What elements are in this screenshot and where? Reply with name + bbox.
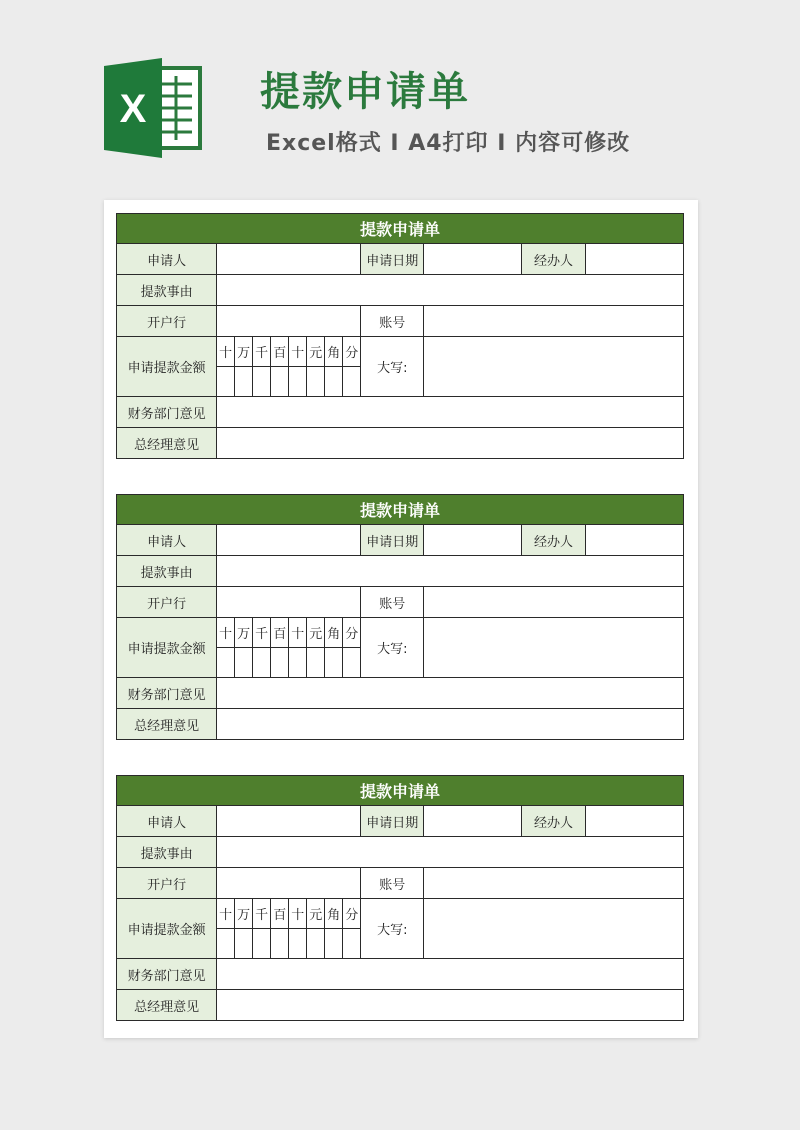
digit-cell[interactable]	[217, 648, 235, 678]
finance-label: 财务部门意见	[117, 397, 217, 428]
digit-header: 分	[343, 899, 361, 929]
reason-field[interactable]	[217, 275, 684, 306]
digit-header: 千	[253, 899, 271, 929]
page-title: 提款申请单	[260, 69, 470, 115]
digit-header: 百	[271, 899, 289, 929]
account-label: 账号	[361, 868, 424, 899]
digit-header: 百	[271, 337, 289, 367]
digit-header: 千	[253, 337, 271, 367]
digit-cell[interactable]	[217, 929, 235, 959]
reason-label: 提款事由	[117, 837, 217, 868]
apply-date-field[interactable]	[424, 525, 522, 556]
gm-label: 总经理意见	[117, 709, 217, 740]
gm-label: 总经理意见	[117, 428, 217, 459]
digit-cell[interactable]	[343, 367, 361, 397]
digit-header: 十	[289, 899, 307, 929]
digit-header: 百	[271, 618, 289, 648]
apply-date-label: 申请日期	[361, 525, 424, 556]
withdrawal-form-3	[116, 775, 684, 1021]
finance-field[interactable]	[217, 397, 684, 428]
digit-cell[interactable]	[217, 367, 235, 397]
uppercase-field[interactable]	[424, 337, 684, 397]
handler-field[interactable]	[585, 244, 683, 275]
form-table	[116, 494, 684, 740]
form-table	[116, 213, 684, 459]
gm-field[interactable]	[217, 709, 684, 740]
amount-label: 申请提款金额	[117, 618, 217, 678]
digit-cell[interactable]	[325, 367, 343, 397]
digit-header: 元	[307, 337, 325, 367]
digit-cell[interactable]	[235, 367, 253, 397]
finance-label: 财务部门意见	[117, 678, 217, 709]
digit-header: 十	[217, 899, 235, 929]
logo-letter: X	[119, 87, 147, 131]
form-title: 提款申请单	[117, 495, 684, 525]
digit-cell[interactable]	[253, 929, 271, 959]
bank-field[interactable]	[217, 587, 361, 618]
digit-cell[interactable]	[253, 367, 271, 397]
withdrawal-form-1	[116, 213, 684, 459]
account-field[interactable]	[424, 868, 684, 899]
digit-header: 分	[343, 618, 361, 648]
digit-header: 角	[325, 618, 343, 648]
digit-header: 十	[289, 337, 307, 367]
account-field[interactable]	[424, 306, 684, 337]
bank-field[interactable]	[217, 868, 361, 899]
digit-header: 万	[235, 899, 253, 929]
withdrawal-form-2	[116, 494, 684, 740]
digit-header: 十	[289, 618, 307, 648]
apply-date-label: 申请日期	[361, 806, 424, 837]
uppercase-field[interactable]	[424, 618, 684, 678]
handler-field[interactable]	[585, 525, 683, 556]
digit-header: 角	[325, 337, 343, 367]
digit-cell[interactable]	[271, 929, 289, 959]
digit-header: 元	[307, 618, 325, 648]
digit-cell[interactable]	[289, 648, 307, 678]
applicant-field[interactable]	[217, 244, 361, 275]
finance-field[interactable]	[217, 959, 684, 990]
digit-cell[interactable]	[343, 929, 361, 959]
gm-field[interactable]	[217, 990, 684, 1021]
reason-label: 提款事由	[117, 556, 217, 587]
amount-label: 申请提款金额	[117, 899, 217, 959]
digit-cell[interactable]	[271, 367, 289, 397]
applicant-label: 申请人	[117, 806, 217, 837]
applicant-label: 申请人	[117, 525, 217, 556]
apply-date-field[interactable]	[424, 244, 522, 275]
digit-header: 十	[217, 618, 235, 648]
digit-header: 十	[217, 337, 235, 367]
digit-cell[interactable]	[307, 648, 325, 678]
uppercase-label: 大写:	[361, 899, 424, 959]
handler-label: 经办人	[522, 806, 585, 837]
gm-field[interactable]	[217, 428, 684, 459]
digit-header: 万	[235, 337, 253, 367]
bank-label: 开户行	[117, 868, 217, 899]
finance-label: 财务部门意见	[117, 959, 217, 990]
digit-cell[interactable]	[289, 929, 307, 959]
excel-logo-icon	[104, 58, 204, 158]
digit-header: 万	[235, 618, 253, 648]
handler-label: 经办人	[522, 244, 585, 275]
uppercase-label: 大写:	[361, 618, 424, 678]
account-label: 账号	[361, 587, 424, 618]
digit-cell[interactable]	[343, 648, 361, 678]
handler-field[interactable]	[585, 806, 683, 837]
handler-label: 经办人	[522, 525, 585, 556]
account-field[interactable]	[424, 587, 684, 618]
digit-cell[interactable]	[307, 367, 325, 397]
form-title: 提款申请单	[117, 214, 684, 244]
form-table	[116, 775, 684, 1021]
applicant-field[interactable]	[217, 806, 361, 837]
finance-field[interactable]	[217, 678, 684, 709]
gm-label: 总经理意见	[117, 990, 217, 1021]
form-title: 提款申请单	[117, 776, 684, 806]
page-subtitle: Excel格式 I A4打印 I 内容可修改	[266, 131, 631, 156]
apply-date-label: 申请日期	[361, 244, 424, 275]
digit-header: 千	[253, 618, 271, 648]
applicant-field[interactable]	[217, 525, 361, 556]
applicant-label: 申请人	[117, 244, 217, 275]
uppercase-label: 大写:	[361, 337, 424, 397]
digit-cell[interactable]	[325, 929, 343, 959]
account-label: 账号	[361, 306, 424, 337]
bank-field[interactable]	[217, 306, 361, 337]
digit-header: 元	[307, 899, 325, 929]
apply-date-field[interactable]	[424, 806, 522, 837]
reason-label: 提款事由	[117, 275, 217, 306]
reason-field[interactable]	[217, 837, 684, 868]
digit-header: 角	[325, 899, 343, 929]
reason-field[interactable]	[217, 556, 684, 587]
digit-header: 分	[343, 337, 361, 367]
amount-label: 申请提款金额	[117, 337, 217, 397]
bank-label: 开户行	[117, 587, 217, 618]
digit-cell[interactable]	[307, 929, 325, 959]
digit-cell[interactable]	[253, 648, 271, 678]
digit-cell[interactable]	[235, 648, 253, 678]
digit-cell[interactable]	[271, 648, 289, 678]
digit-cell[interactable]	[235, 929, 253, 959]
digit-cell[interactable]	[325, 648, 343, 678]
digit-cell[interactable]	[289, 367, 307, 397]
uppercase-field[interactable]	[424, 899, 684, 959]
bank-label: 开户行	[117, 306, 217, 337]
